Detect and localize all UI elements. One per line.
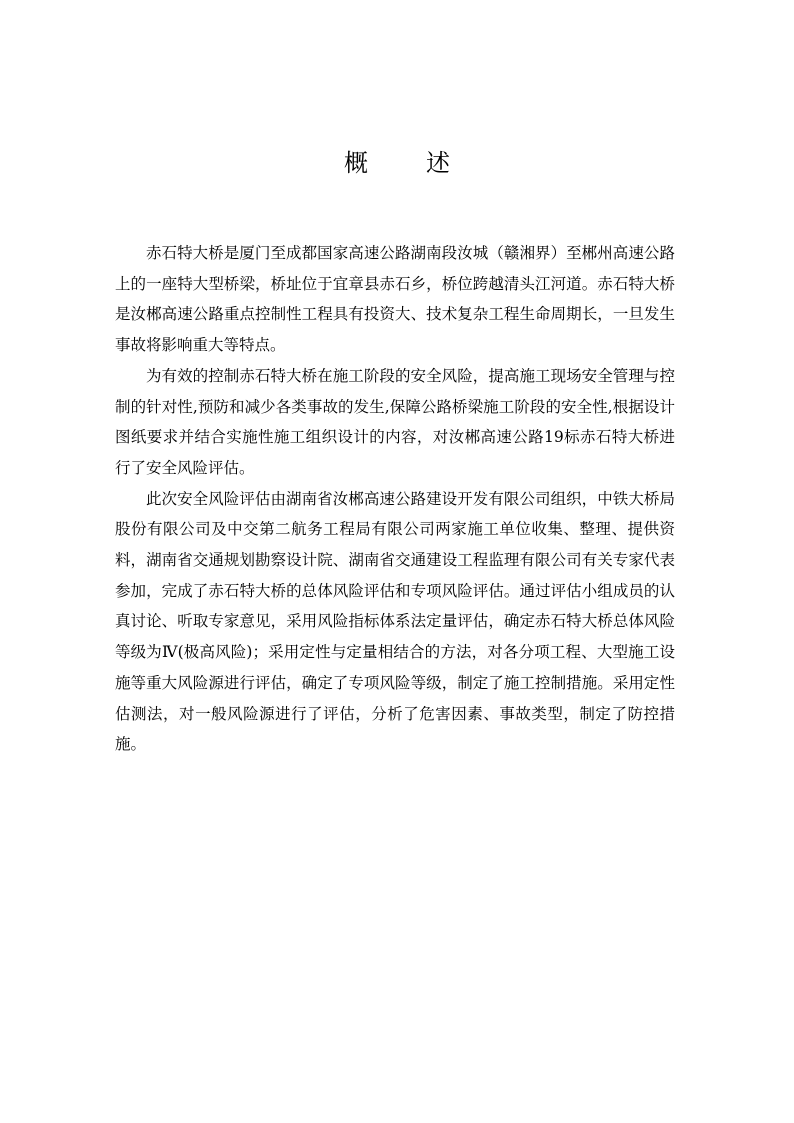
body-text [115, 238, 675, 760]
paragraph-3: 此次安全风险评估由湖南省汝郴高速公路建设开发有限公司组织，中铁大桥局股份有限公司及中交第二航务工程局有限公司两家施工单位收集、整理、提供资料，湖南省交通规划勘察设计院、湖南省交通建设工程监理有限公司有关专家代表参加，完成了赤石特大桥的总体风险评估和专项风险评估。通过评估小组成员的认真讨论、听取专家意见，采用风险指标体系法定量评估，确定赤石特大桥总体风险等级为Ⅳ(极高风险)；采用定性与定量相结合的方法，对各分项工程、大型施工设施等重大风险源进行评估，确定了专项风险等级，制定了施工控制措施。采用定性估测法，对一般风险源进行了评估，分析了危害因素、事故类型，制定了防控措施。 [115, 489, 675, 754]
paragraph-2: 为有效的控制赤石特大桥在施工阶段的安全风险，提高施工现场安全管理与控制的针对性,预防和减少各类事故的发生,保障公路桥梁施工阶段的安全性,根据设计图纸要求并结合实施性施工组织设计的内容，对汝郴高速公路19标赤石特大桥进行了安全风险评估。 [115, 366, 675, 477]
title-part-1: 概 [344, 149, 368, 177]
paragraph-1: 赤石特大桥是厦门至成都国家高速公路湖南段汝城（赣湘界）至郴州高速公路上的一座特大型桥梁，桥址位于宜章县赤石乡，桥位跨越清头江河道。赤石特大桥是汝郴高速公路重点控制性工程具有投资大、技术复杂工程生命周期长，一旦发生事故将影响重大等特点。 [115, 244, 675, 355]
title-part-2: 述 [426, 149, 450, 177]
page-title [0, 146, 794, 180]
